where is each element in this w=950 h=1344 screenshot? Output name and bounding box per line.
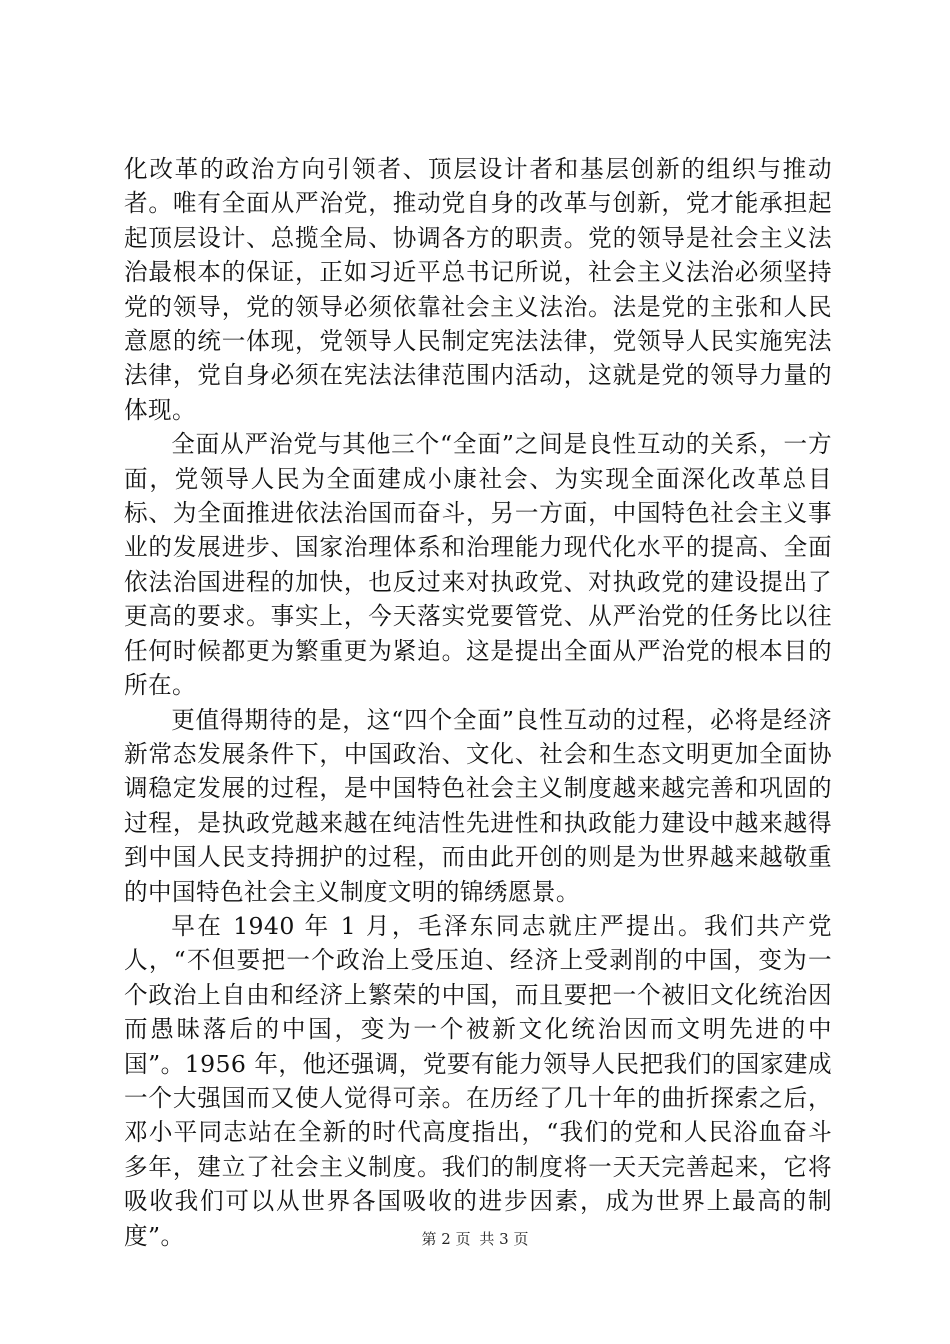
- page-footer: [0, 1228, 950, 1250]
- paragraph-4: 早在 1940 年 1 月，毛泽东同志就庄严提出。我们共产党人，“不但要把一个政治上受压迫、经济上受剥削的中国，变为一个政治上自由和经济上繁荣的中国，而且要把一个被旧文化统治因而愚昧落后的中国，变为一个被新文化统治因而文明先进的中国”。1956 年，他还强调，党要有能力领导人民把我们的国家建成一个大强国而又使人觉得可亲。在历经了几十年的曲折探索之后，邓小平同志站在全新的时代高度指出，“我们的党和人民浴血奋斗多年，建立了社会主义制度。我们的制度将一天天完善起来，它将吸收我们可以从世界各国吸收的进步因素，成为世界上最高的制度”。: [124, 911, 832, 1250]
- total-pages: 共 3 页: [479, 1230, 529, 1248]
- paragraph-2: 全面从严治党与其他三个“全面”之间是良性互动的关系，一方面，党领导人民为全面建成小康社会、为实现全面深化改革总目标、为全面推进依法治国而奋斗，另一方面，中国特色社会主义事业的发展进步、国家治理体系和治理能力现代化水平的提高、全面依法治国进程的加快，也反过来对执政党、对执政党的建设提出了更高的要求。事实上，今天落实党要管党、从严治党的任务比以往任何时候都更为繁重更为紧迫。这是提出全面从严治党的根本目的所在。: [124, 430, 832, 700]
- page-number: 第 2 页: [421, 1230, 471, 1248]
- paragraph-3: 更值得期待的是，这“四个全面”良性互动的过程，必将是经济新常态发展条件下，中国政治、文化、社会和生态文明更加全面协调稳定发展的过程，是中国特色社会主义制度越来越完善和巩固的过程，是执政党越来越在纯洁性先进性和执政能力建设中越来越得到中国人民支持拥护的过程，而由此开创的则是为世界越来越敬重的中国特色社会主义制度文明的锦绣愿景。: [124, 705, 832, 906]
- body-text: [124, 152, 832, 1253]
- paragraph-1: 化改革的政治方向引领者、顶层设计者和基层创新的组织与推动者。唯有全面从严治党，推动党自身的改革与创新，党才能承担起起顶层设计、总揽全局、协调各方的职责。党的领导是社会主义法治最根本的保证，正如习近平总书记所说，社会主义法治必须坚持党的领导，党的领导必须依靠社会主义法治。法是党的主张和人民意愿的统一体现，党领导人民制定宪法法律，党领导人民实施宪法法律，党自身必须在宪法法律范围内活动，这就是党的领导力量的体现。: [124, 155, 832, 424]
